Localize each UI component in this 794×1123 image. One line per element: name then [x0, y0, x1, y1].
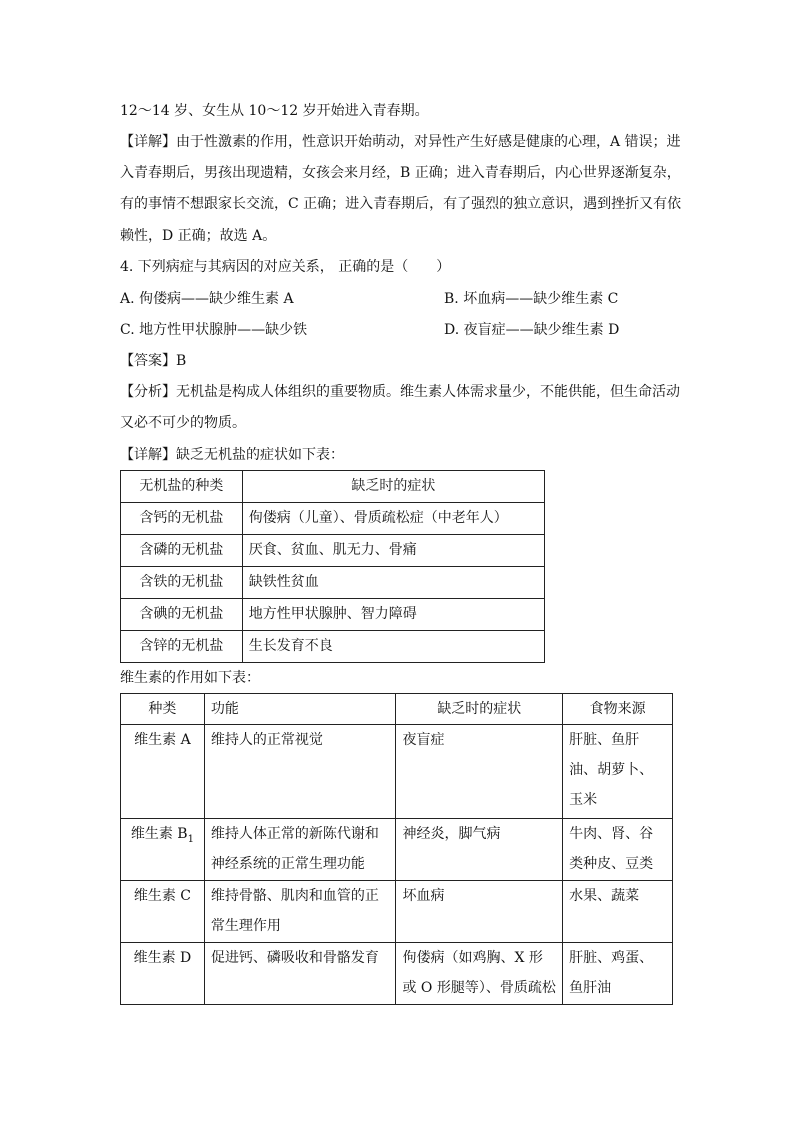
table-cell: 缺铁性贫血: [242, 567, 544, 599]
cell-line: 常生理作用: [210, 918, 281, 934]
cell-line: 水果、蔬菜: [569, 888, 640, 904]
mineral-table: [120, 470, 545, 663]
option-c: C. 地方性甲状腺肿——缺少铁: [120, 322, 308, 338]
table-header-cell: 无机盐的种类: [121, 471, 243, 503]
cell-line: 佝偻病（如鸡胸、X 形: [402, 950, 543, 966]
cell-line: 牛肉、肾、谷: [569, 826, 654, 842]
cell-line: 维持骨骼、肌肉和血管的正: [210, 888, 379, 904]
cell-line: 或 O 形腿等）、骨质疏松: [402, 980, 556, 996]
cell-line: 肝脏、鱼肝: [569, 732, 640, 748]
table-row: [121, 503, 545, 535]
table-cell: [204, 725, 396, 819]
table-cell: [121, 819, 205, 881]
table-cell: 含磷的无机盐: [121, 535, 243, 567]
table-cell: 含钙的无机盐: [121, 503, 243, 535]
cell-line: 坏血病: [402, 888, 445, 904]
table-cell: [563, 943, 673, 1005]
table-header-cell: 缺乏时的症状: [242, 471, 544, 503]
vitamin-intro-line: 维生素的作用如下表：: [120, 670, 260, 686]
cell-line: 促进钙、磷吸收和骨骼发育: [210, 950, 379, 966]
subscript: 1: [187, 833, 194, 845]
cell-line: 油、胡萝卜、: [569, 762, 654, 778]
table-cell: [563, 725, 673, 819]
table-cell: 生长发育不良: [242, 631, 544, 663]
table-cell: [563, 819, 673, 881]
table-cell: [396, 881, 563, 943]
table-row: [121, 567, 545, 599]
table-cell: [396, 725, 563, 819]
table-header-row: [121, 694, 673, 725]
table-header-cell: 食物来源: [563, 694, 673, 725]
table-cell: [563, 881, 673, 943]
cell-line: 类种皮、豆类: [569, 856, 654, 872]
cell-line: 维持人的正常视觉: [210, 732, 323, 748]
cell-line: 肝脏、鸡蛋、: [569, 950, 654, 966]
cell-line: 玉米: [569, 792, 598, 808]
cell-line: 夜盲症: [402, 732, 445, 748]
table-row: [121, 943, 673, 1005]
table-row: [121, 725, 673, 819]
cell-line: 鱼肝油: [569, 980, 612, 996]
vitamin-table: [120, 693, 673, 1005]
table-row: [121, 819, 673, 881]
table-row: [121, 631, 545, 663]
cell-text: 维生素 B: [130, 826, 188, 842]
table-cell: 佝偻病（儿童）、骨质疏松症（中老年人）: [242, 503, 544, 535]
cell-line: 神经炎，脚气病: [402, 826, 501, 842]
table-cell: 维生素 D: [121, 943, 205, 1005]
table-cell: 含锌的无机盐: [121, 631, 243, 663]
table-cell: 含碘的无机盐: [121, 599, 243, 631]
table-header-cell: 功能: [204, 694, 396, 725]
option-b: B. 坏血病——缺少维生素 C: [444, 291, 619, 307]
text-line: 12～14 岁、女生从 10～12 岁开始进入青春期。: [120, 103, 429, 119]
table-cell: 维生素 A: [121, 725, 205, 819]
table-row: [121, 881, 673, 943]
option-a: A. 佝偻病——缺少维生素 A: [120, 291, 294, 307]
table-header-cell: 缺乏时的症状: [396, 694, 563, 725]
table-row: [121, 535, 545, 567]
analysis-line: 【分析】无机盐是构成人体组织的重要物质。维生素人体需求量少，不能供能，但生命活动: [120, 384, 680, 400]
cell-line: 维持人体正常的新陈代谢和: [210, 826, 379, 842]
table-cell: 厌食、贫血、肌无力、骨痛: [242, 535, 544, 567]
table-header-row: [121, 471, 545, 503]
text-line: 赖性，D 正确；故选 A。: [120, 228, 277, 244]
text-line: 【详解】由于性激素的作用，性意识开始萌动，对异性产生好感是健康的心理，A 错误；进: [120, 134, 681, 150]
table-cell: [204, 881, 396, 943]
cell-line: 神经系统的正常生理功能: [210, 856, 365, 872]
answer-line: 【答案】B: [120, 353, 187, 369]
table-cell: [204, 819, 396, 881]
option-d: D. 夜盲症——缺少维生素 D: [444, 322, 620, 338]
table-cell: [204, 943, 396, 1005]
table-row: [121, 599, 545, 631]
analysis-line: 又必不可少的物质。: [120, 415, 246, 431]
question-stem: 4. 下列病症与其病因的对应关系， 正确的是（ ）: [120, 259, 451, 275]
table-cell: 含铁的无机盐: [121, 567, 243, 599]
table-cell: 维生素 C: [121, 881, 205, 943]
detail-line: 【详解】缺乏无机盐的症状如下表：: [120, 447, 344, 463]
table-cell: [396, 819, 563, 881]
table-header-cell: 种类: [121, 694, 205, 725]
table-cell: [396, 943, 563, 1005]
text-line: 入青春期后，男孩出现遗精，女孩会来月经，B 正确；进入青春期后，内心世界逐渐复杂，: [120, 165, 681, 181]
table-cell: 地方性甲状腺肿、智力障碍: [242, 599, 544, 631]
text-line: 有的事情不想跟家长交流，C 正确；进入青春期后，有了强烈的独立意识，遇到挫折又有依: [120, 196, 682, 212]
